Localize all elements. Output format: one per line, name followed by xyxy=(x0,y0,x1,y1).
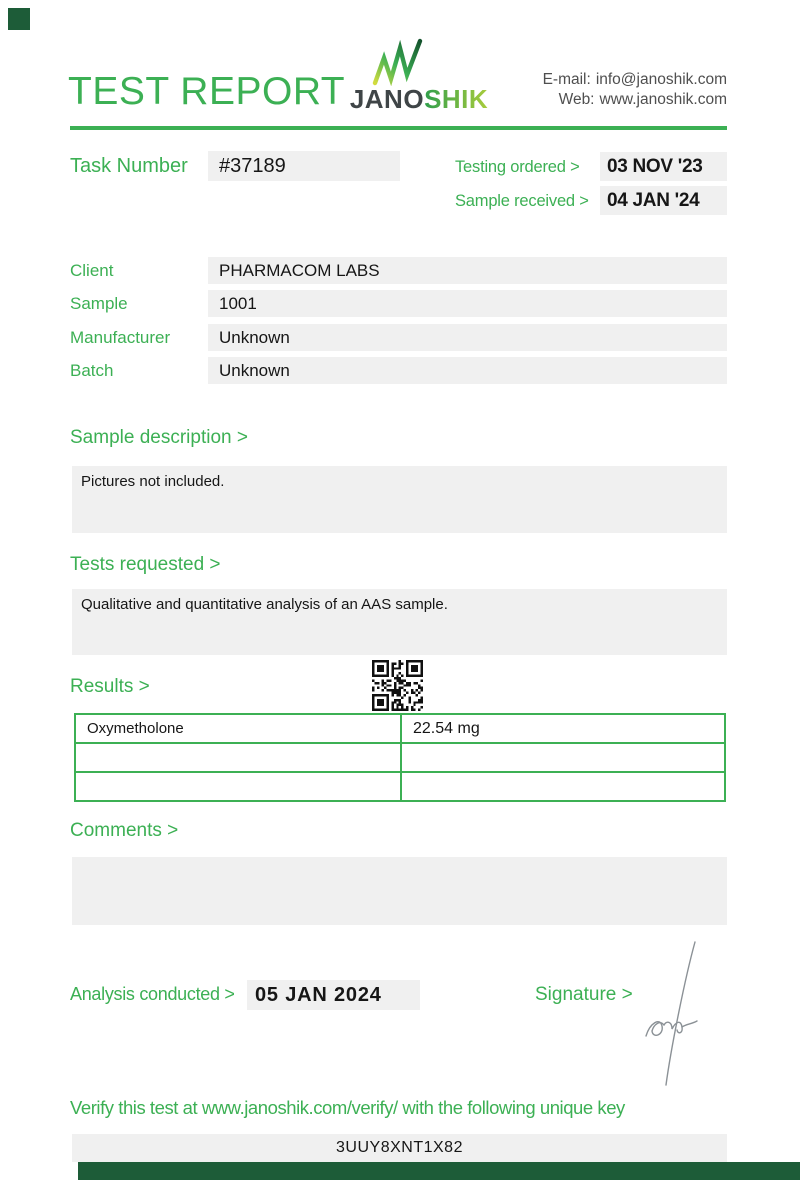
results-label: Results > xyxy=(70,676,150,697)
contact-block xyxy=(543,70,727,110)
email-label: E-mail: xyxy=(542,71,591,88)
testing-ordered-value: 03 NOV '23 xyxy=(607,155,703,177)
contact-web-line xyxy=(543,90,727,110)
qr-code xyxy=(372,659,423,712)
comments-text xyxy=(72,857,727,864)
email-value: info@janoshik.com xyxy=(595,71,727,88)
client-value: PHARMACOM LABS xyxy=(219,260,380,280)
batch-field xyxy=(208,357,727,384)
unique-key-field xyxy=(72,1134,727,1162)
page-footer-bar xyxy=(78,1162,800,1180)
task-number-field xyxy=(208,151,400,181)
page-corner-mark xyxy=(8,8,30,30)
results-row xyxy=(76,715,724,742)
analysis-conducted-label: Analysis conducted > xyxy=(70,984,235,1004)
sample-received-label: Sample received > xyxy=(455,192,589,210)
tests-requested-label: Tests requested > xyxy=(70,554,221,575)
result-substance-cell xyxy=(76,715,400,742)
comments-label: Comments > xyxy=(70,820,179,841)
testing-ordered-field xyxy=(600,152,727,181)
results-row xyxy=(76,742,724,771)
batch-value: Unknown xyxy=(219,360,290,380)
results-row xyxy=(76,771,724,800)
logo-text-dark: JANO xyxy=(349,84,425,114)
results-table xyxy=(74,713,726,802)
client-field xyxy=(208,257,727,284)
header-divider xyxy=(70,126,727,130)
signature-image xyxy=(636,936,711,1088)
analysis-date-value: 05 JAN 2024 xyxy=(255,983,382,1006)
logo-text-green: SHIK xyxy=(424,84,489,114)
tests-requested-text: Qualitative and quantitative analysis of an AAS sample. xyxy=(81,596,448,613)
manufacturer-label: Manufacturer xyxy=(70,328,171,347)
client-label: Client xyxy=(70,261,114,280)
manufacturer-value: Unknown xyxy=(219,327,290,347)
result-substance-cell xyxy=(76,744,400,771)
sample-received-field xyxy=(600,186,727,215)
web-value: www.janoshik.com xyxy=(599,91,727,108)
result-substance: Oxymetholone xyxy=(87,720,184,737)
task-number-label: Task Number xyxy=(70,155,188,177)
sample-description-text: Pictures not included. xyxy=(81,473,225,490)
tests-requested-box xyxy=(72,589,727,655)
logo-chart-icon xyxy=(371,38,427,86)
sample-description-box xyxy=(72,466,727,533)
batch-label: Batch xyxy=(70,361,114,380)
sample-value: 1001 xyxy=(219,293,257,313)
unique-key-value: 3UUY8XNT1X82 xyxy=(336,1139,463,1156)
analysis-date-field xyxy=(247,980,420,1010)
result-substance-cell xyxy=(76,773,400,800)
task-number-value: #37189 xyxy=(219,154,286,177)
result-amount: 22.54 mg xyxy=(413,719,480,737)
result-amount-cell xyxy=(400,715,724,742)
result-amount-cell xyxy=(400,744,724,771)
contact-email-line xyxy=(543,70,727,90)
sample-description-label: Sample description > xyxy=(70,427,248,448)
testing-ordered-label: Testing ordered > xyxy=(455,158,580,176)
comments-box xyxy=(72,857,727,925)
sample-label: Sample xyxy=(70,294,128,313)
logo-wordmark xyxy=(344,84,494,115)
sample-received-value: 04 JAN '24 xyxy=(607,189,700,211)
result-amount-cell xyxy=(400,773,724,800)
verify-text: Verify this test at www.janoshik.com/verify/ with the following unique key xyxy=(70,1097,625,1118)
signature-label: Signature > xyxy=(535,984,633,1005)
web-label: Web: xyxy=(558,91,595,108)
manufacturer-field xyxy=(208,324,727,351)
sample-field xyxy=(208,290,727,317)
page-title: TEST REPORT xyxy=(68,70,346,113)
